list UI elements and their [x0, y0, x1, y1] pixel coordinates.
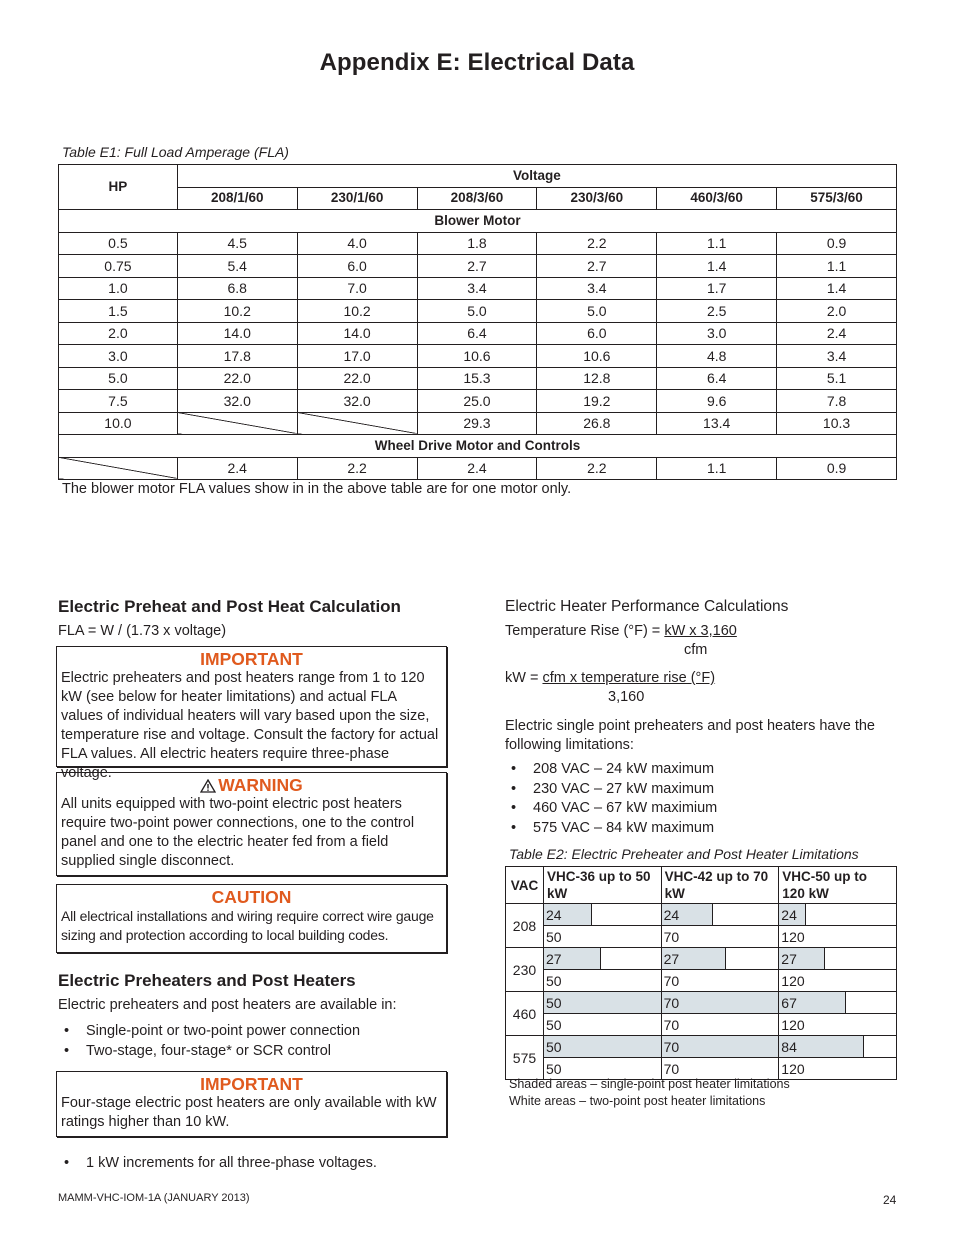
table-cell: 3.4 [537, 277, 657, 300]
hp-cell: 3.0 [59, 345, 178, 368]
table-cell: 0.9 [777, 232, 897, 255]
list-item: • 1 kW increments for all three-phase voltages. [58, 1154, 377, 1174]
page-number: 24 [883, 1193, 897, 1207]
table-row [59, 277, 897, 300]
table-cell: 5.0 [417, 300, 537, 323]
table-e1-note: The blower motor FLA values show in in the above table are for one motor only. [62, 481, 572, 497]
two-point-cell: 50 [543, 1058, 661, 1080]
hp-header: HP [59, 165, 178, 210]
empty-slashed-cell [177, 412, 297, 435]
table-cell: 2.4 [777, 322, 897, 345]
caution-title: CAUTION [211, 887, 292, 907]
table-cell: 13.4 [657, 412, 777, 435]
table-cell: 12.8 [537, 367, 657, 390]
single-point-cell [779, 1036, 897, 1058]
table-cell: 2.7 [417, 255, 537, 278]
warning-icon [200, 779, 216, 793]
two-point-cell: 50 [543, 970, 661, 992]
single-point-cell [779, 992, 897, 1014]
two-point-cell: 70 [661, 970, 779, 992]
important-text: Four-stage electric post heaters are only available with kW ratings higher than 10 kW. [61, 1095, 437, 1130]
table-cell: 2.0 [777, 300, 897, 323]
single-point-cell [543, 948, 661, 970]
legend-white: White areas – two-point post heater limitations [509, 1094, 766, 1108]
temp-rise-prefix: Temperature Rise (°F) = [505, 623, 665, 639]
table-row [59, 255, 897, 278]
table-cell: 7.8 [777, 390, 897, 413]
table-cell: 2.7 [537, 255, 657, 278]
temp-rise-denominator: cfm [684, 642, 708, 658]
list-item: • 575 VAC – 84 kW maximum [505, 819, 717, 839]
kw-numerator: cfm x temperature rise (°F) [542, 670, 716, 686]
increments-list [58, 1154, 377, 1174]
empty-slashed-cell [297, 412, 417, 435]
single-point-cell [543, 904, 661, 926]
temp-rise-formula [505, 622, 737, 641]
blower-motor-header: Blower Motor [59, 210, 897, 233]
table-cell: 2.2 [537, 232, 657, 255]
single-point-cell [661, 1036, 779, 1058]
vac-header: VAC [506, 867, 544, 904]
table-row [506, 948, 897, 970]
important-box-2 [56, 1071, 447, 1137]
table-cell: 1.1 [657, 457, 777, 480]
table-cell: 2.5 [657, 300, 777, 323]
wheel-drive-header: Wheel Drive Motor and Controls [59, 435, 897, 458]
list-item: • 230 VAC – 27 kW maximum [505, 780, 717, 800]
hp-cell: 7.5 [59, 390, 178, 413]
warning-heading [61, 775, 442, 795]
two-point-cell: 70 [661, 926, 779, 948]
table-cell: 25.0 [417, 390, 537, 413]
table-cell: 17.0 [297, 345, 417, 368]
single-point-cell [543, 992, 661, 1014]
temp-rise-numerator: kW x 3,160 [664, 623, 737, 639]
voltage-col-header: 208/1/60 [177, 187, 297, 210]
table-cell: 22.0 [177, 367, 297, 390]
table-e2-caption: Table E2: Electric Preheater and Post Heater Limitations [509, 846, 859, 862]
footer-doc-id: MAMM-VHC-IOM-1A (JANUARY 2013) [58, 1192, 250, 1204]
single-point-value: 84 [781, 1038, 797, 1055]
table-cell: 3.4 [777, 345, 897, 368]
two-point-cell: 50 [543, 1014, 661, 1036]
table-cell: 32.0 [297, 390, 417, 413]
table-row [59, 390, 897, 413]
single-point-value: 24 [545, 906, 562, 923]
table-cell: 1.1 [657, 232, 777, 255]
table-cell: 5.4 [177, 255, 297, 278]
list-item: • Two-stage, four-stage* or SCR control [58, 1042, 360, 1062]
two-point-cell: 120 [779, 1058, 897, 1080]
table-cell: 29.3 [417, 412, 537, 435]
two-point-cell: 70 [661, 1014, 779, 1036]
single-point-value: 24 [663, 906, 680, 923]
heaters-intro: Electric preheaters and post heaters are available in: [58, 997, 397, 1013]
two-point-cell: 50 [543, 926, 661, 948]
table-cell: 6.4 [657, 367, 777, 390]
model-col-header: VHC-42 up to 70 kW [661, 867, 779, 904]
table-cell: 1.4 [657, 255, 777, 278]
vac-cell: 460 [506, 992, 544, 1036]
table-cell: 4.0 [297, 232, 417, 255]
table-row [59, 345, 897, 368]
single-point-value: 50 [545, 1038, 562, 1055]
table-row [506, 970, 897, 992]
heater-limitations-table [505, 866, 897, 1080]
table-row [59, 232, 897, 255]
vac-cell: 230 [506, 948, 544, 992]
empty-slashed-cell [59, 457, 178, 480]
list-item: • Single-point or two-point power connection [58, 1022, 360, 1042]
table-row [59, 367, 897, 390]
hp-cell: 1.5 [59, 300, 178, 323]
single-point-cell [661, 904, 779, 926]
table-cell: 4.5 [177, 232, 297, 255]
table-cell: 2.4 [177, 457, 297, 480]
table-cell: 2.2 [297, 457, 417, 480]
two-point-cell: 70 [661, 1058, 779, 1080]
voltage-col-header: 230/3/60 [537, 187, 657, 210]
table-cell: 15.3 [417, 367, 537, 390]
important-text: Electric preheaters and post heaters range from 1 to 120 kW (see below for heater limitations) and actual FLA values of individual heaters will vary based upon the size, temperature rise and voltage. Consult the factory for actual FLA values. All electric heaters require three-phase voltage. [61, 670, 439, 781]
single-point-value: 70 [663, 1038, 680, 1055]
voltage-col-header: 230/1/60 [297, 187, 417, 210]
vac-cell: 575 [506, 1036, 544, 1080]
important-title: IMPORTANT [200, 649, 303, 669]
voltage-col-header: 460/3/60 [657, 187, 777, 210]
table-cell: 10.2 [177, 300, 297, 323]
table-cell: 19.2 [537, 390, 657, 413]
hp-cell: 10.0 [59, 412, 178, 435]
important-title: IMPORTANT [200, 1074, 303, 1094]
table-cell: 14.0 [297, 322, 417, 345]
single-point-value: 27 [545, 950, 562, 967]
fla-table [58, 164, 897, 480]
model-col-header: VHC-36 up to 50 kW [543, 867, 661, 904]
table-cell: 14.0 [177, 322, 297, 345]
hp-cell: 0.5 [59, 232, 178, 255]
single-point-value: 27 [781, 950, 797, 967]
warning-box [56, 772, 447, 876]
single-point-shade [662, 992, 779, 1013]
table-cell: 6.4 [417, 322, 537, 345]
single-point-value: 67 [781, 994, 797, 1011]
table-cell: 10.3 [777, 412, 897, 435]
hp-cell: 2.0 [59, 322, 178, 345]
single-point-value: 27 [663, 950, 680, 967]
hp-cell: 1.0 [59, 277, 178, 300]
table-row [506, 1014, 897, 1036]
kw-formula [505, 669, 715, 688]
caution-text: All electrical installations and wiring require correct wire gauge sizing and protection according to local building codes. [61, 908, 434, 943]
table-e1-caption: Table E1: Full Load Amperage (FLA) [62, 144, 289, 160]
list-item: • 460 VAC – 67 kW maximium [505, 799, 717, 819]
table-cell: 5.1 [777, 367, 897, 390]
two-point-cell: 120 [779, 1014, 897, 1036]
table-cell: 2.4 [417, 457, 537, 480]
warning-title: WARNING [218, 775, 303, 795]
limitations-text: Electric single point preheaters and post heaters have the following limitations: [505, 718, 875, 753]
two-point-cell: 120 [779, 926, 897, 948]
performance-heading: Electric Heater Performance Calculations [505, 598, 789, 615]
table-cell: 1.1 [777, 255, 897, 278]
list-item: • 208 VAC – 24 kW maximum [505, 760, 717, 780]
table-cell: 1.7 [657, 277, 777, 300]
table-cell: 4.8 [657, 345, 777, 368]
table-cell: 9.6 [657, 390, 777, 413]
table-cell: 1.4 [777, 277, 897, 300]
table-row [59, 300, 897, 323]
fla-formula: FLA = W / (1.73 x voltage) [58, 623, 227, 639]
kw-prefix: kW = [505, 670, 543, 686]
table-cell: 0.9 [777, 457, 897, 480]
warning-text: All units equipped with two-point electric post heaters require two-point power connections, one to the control panel and one to the electric heater fed from a field supplied single disconnect. [61, 796, 415, 869]
caution-box [56, 884, 447, 953]
single-point-value: 50 [545, 994, 562, 1011]
single-point-cell [779, 904, 897, 926]
voltage-header: Voltage [177, 165, 896, 188]
table-cell: 10.6 [417, 345, 537, 368]
page-title: Appendix E: Electrical Data [319, 49, 635, 76]
table-row [59, 322, 897, 345]
table-row [506, 992, 897, 1014]
table-cell: 6.0 [297, 255, 417, 278]
important-box [56, 646, 447, 781]
single-point-cell [779, 948, 897, 970]
table-row [506, 926, 897, 948]
table-cell: 3.4 [417, 277, 537, 300]
table-row [506, 904, 897, 926]
table-cell: 32.0 [177, 390, 297, 413]
table-cell: 3.0 [657, 322, 777, 345]
heaters-options-list [58, 1022, 360, 1061]
table-cell: 5.0 [537, 300, 657, 323]
limits-list [505, 760, 717, 838]
table-cell: 26.8 [537, 412, 657, 435]
single-point-cell [661, 948, 779, 970]
table-cell: 17.8 [177, 345, 297, 368]
voltage-col-header: 575/3/60 [777, 187, 897, 210]
model-col-header: VHC-50 up to 120 kW [779, 867, 897, 904]
kw-denominator: 3,160 [608, 689, 645, 705]
two-point-cell: 120 [779, 970, 897, 992]
table-cell: 6.8 [177, 277, 297, 300]
table-cell: 10.2 [297, 300, 417, 323]
vac-cell: 208 [506, 904, 544, 948]
table-row [59, 412, 897, 435]
single-point-cell [661, 992, 779, 1014]
table-cell: 10.6 [537, 345, 657, 368]
hp-cell: 0.75 [59, 255, 178, 278]
single-point-value: 70 [663, 994, 680, 1011]
table-cell: 6.0 [537, 322, 657, 345]
table-cell: 7.0 [297, 277, 417, 300]
table-cell: 22.0 [297, 367, 417, 390]
preheat-heading: Electric Preheat and Post Heat Calculation [58, 597, 401, 616]
table-cell: 1.8 [417, 232, 537, 255]
single-point-value: 24 [781, 906, 797, 923]
table-cell: 2.2 [537, 457, 657, 480]
voltage-col-header: 208/3/60 [417, 187, 537, 210]
legend-shaded: Shaded areas – single-point post heater limitations [509, 1077, 790, 1091]
single-point-shade [662, 1036, 779, 1057]
hp-cell: 5.0 [59, 367, 178, 390]
single-point-cell [543, 1036, 661, 1058]
heaters-heading: Electric Preheaters and Post Heaters [58, 971, 356, 990]
table-row [506, 1036, 897, 1058]
